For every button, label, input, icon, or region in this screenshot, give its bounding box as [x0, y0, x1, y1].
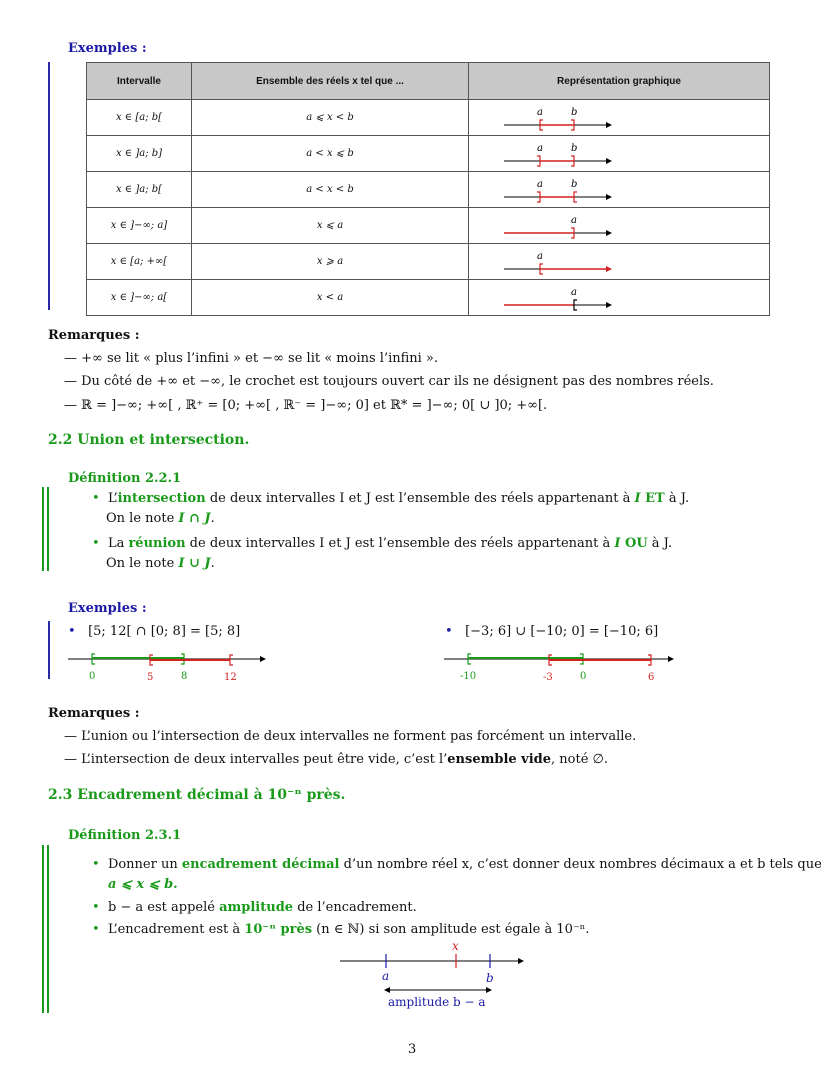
tick-label: 12: [224, 672, 237, 683]
cell-graph: [469, 136, 770, 172]
remark-item: — L’intersection de deux intervalles peut être vide, c’est l’ensemble vide, noté ∅.: [64, 752, 609, 767]
table-row: [87, 280, 770, 316]
definition-bar: [42, 845, 44, 1013]
label-a: a: [571, 286, 577, 298]
cell-condition: x ⩾ a: [192, 244, 469, 280]
label-b: b: [571, 178, 578, 190]
definition-bullet-precision: • L’encadrement est à 10⁻ⁿ près (n ∈ ℕ) si son amplitude est égale à 10⁻ⁿ.: [92, 922, 590, 937]
cell-interval: x ∈ [a; b[: [87, 100, 192, 136]
remark-item: — +∞ se lit « plus l’infini » et −∞ se lit « moins l’infini ».: [64, 351, 439, 366]
label-a: a: [537, 142, 543, 154]
definition-bullet-encadrement: • Donner un encadrement décimal d’un nombre réel x, c’est donner deux nombres décimaux a et b tels que: [92, 857, 822, 872]
examples-heading: Exemples :: [68, 601, 147, 616]
table-row: [87, 208, 770, 244]
intervals-table: [86, 62, 770, 316]
remark-item: — Du côté de +∞ et −∞, le crochet est toujours ouvert car ils ne désignent pas des nombres réels.: [64, 374, 714, 389]
definition-bar: [47, 487, 49, 571]
cell-interval: x ∈ ]−∞; a]: [87, 208, 192, 244]
definition-bar: [47, 845, 49, 1013]
cell-graph: [469, 100, 770, 136]
tick-label: 6: [648, 672, 655, 683]
cell-condition: a ⩽ x < b: [192, 100, 469, 136]
cell-condition: a < x < b: [192, 172, 469, 208]
table-row: [87, 244, 770, 280]
label-x: x: [452, 939, 459, 953]
label-b: b: [486, 971, 494, 985]
tick-label: 0: [89, 671, 96, 682]
union-example: • [−3; 6] ∪ [−10; 0] = [−10; 6]: [445, 624, 659, 639]
cell-graph: [469, 172, 770, 208]
label-a: a: [382, 969, 390, 983]
cell-interval: x ∈ ]−∞; a[: [87, 280, 192, 316]
label-a: a: [537, 250, 543, 262]
cell-graph: [469, 244, 770, 280]
amplitude-label: amplitude b − a: [388, 995, 486, 1009]
cell-condition: x < a: [192, 280, 469, 316]
remarques-heading: Remarques :: [48, 328, 140, 343]
section-title-2-2: 2.2 Union et intersection.: [48, 432, 250, 448]
header-graph: Représentation graphique: [469, 63, 770, 100]
label-b: b: [571, 106, 578, 118]
example-bar: [48, 62, 50, 310]
label-b: b: [571, 142, 578, 154]
cell-condition: a < x ⩽ b: [192, 136, 469, 172]
table-row: [87, 172, 770, 208]
header-interval: Intervalle: [87, 63, 192, 100]
label-a: a: [537, 106, 543, 118]
intersection-example: • [5; 12[ ∩ [0; 8] = [5; 8]: [68, 624, 241, 639]
tick-label: 0: [580, 671, 587, 682]
tick-label: -10: [460, 671, 477, 682]
definition-title-2-3-1: Définition 2.3.1: [68, 828, 182, 843]
intersection-notation: On le note I ∩ J.: [106, 511, 215, 526]
definition-bullet-intersection: • L’intersection de deux intervalles I et J est l’ensemble des réels appartenant à I ET à J.: [92, 491, 690, 506]
interval-graph: [474, 247, 764, 277]
cell-graph: [469, 280, 770, 316]
header-condition: Ensemble des réels x tel que ...: [192, 63, 469, 100]
interval-graph: [474, 175, 764, 205]
tick-label: 8: [181, 671, 188, 682]
union-notation: On le note I ∪ J.: [106, 556, 215, 571]
cell-interval: x ∈ [a; +∞[: [87, 244, 192, 280]
cell-interval: x ∈ ]a; b[: [87, 172, 192, 208]
table-row: [87, 136, 770, 172]
table-row: [87, 100, 770, 136]
label-a: a: [537, 178, 543, 190]
cell-graph: [469, 208, 770, 244]
union-number-line: [440, 644, 680, 686]
tick-label: -3: [543, 672, 553, 683]
page-number: 3: [408, 1042, 417, 1057]
intersection-number-line: [60, 644, 280, 686]
interval-graph: [474, 211, 764, 241]
tick-label: 5: [147, 672, 154, 683]
label-a: a: [571, 214, 577, 226]
definition-title-2-2-1: Définition 2.2.1: [68, 471, 182, 486]
examples-heading: Exemples :: [68, 41, 147, 56]
definition-bullet-union: • La réunion de deux intervalles I et J est l’ensemble des réels appartenant à I OU à J.: [92, 536, 673, 551]
encadrement-inequality: a ⩽ x ⩽ b.: [108, 877, 178, 892]
table-header-row: [87, 63, 770, 100]
amplitude-diagram: [330, 936, 540, 1012]
definition-bar: [42, 487, 44, 571]
definition-bullet-amplitude: • b − a est appelé amplitude de l’encadrement.: [92, 900, 417, 915]
interval-graph: [474, 103, 764, 133]
remark-item: — ℝ = ]−∞; +∞[ , ℝ⁺ = [0; +∞[ , ℝ⁻ = ]−∞; 0] et ℝ* = ]−∞; 0[ ∪ ]0; +∞[.: [64, 398, 548, 413]
remarques-heading: Remarques :: [48, 706, 140, 721]
interval-graph: [474, 139, 764, 169]
remark-item: — L’union ou l’intersection de deux intervalles ne forment pas forcément un intervalle.: [64, 729, 637, 744]
interval-graph: [474, 283, 764, 313]
section-title-2-3: 2.3 Encadrement décimal à 10⁻ⁿ près.: [48, 787, 346, 803]
cell-condition: x ⩽ a: [192, 208, 469, 244]
example-bar: [48, 621, 50, 679]
cell-interval: x ∈ ]a; b]: [87, 136, 192, 172]
